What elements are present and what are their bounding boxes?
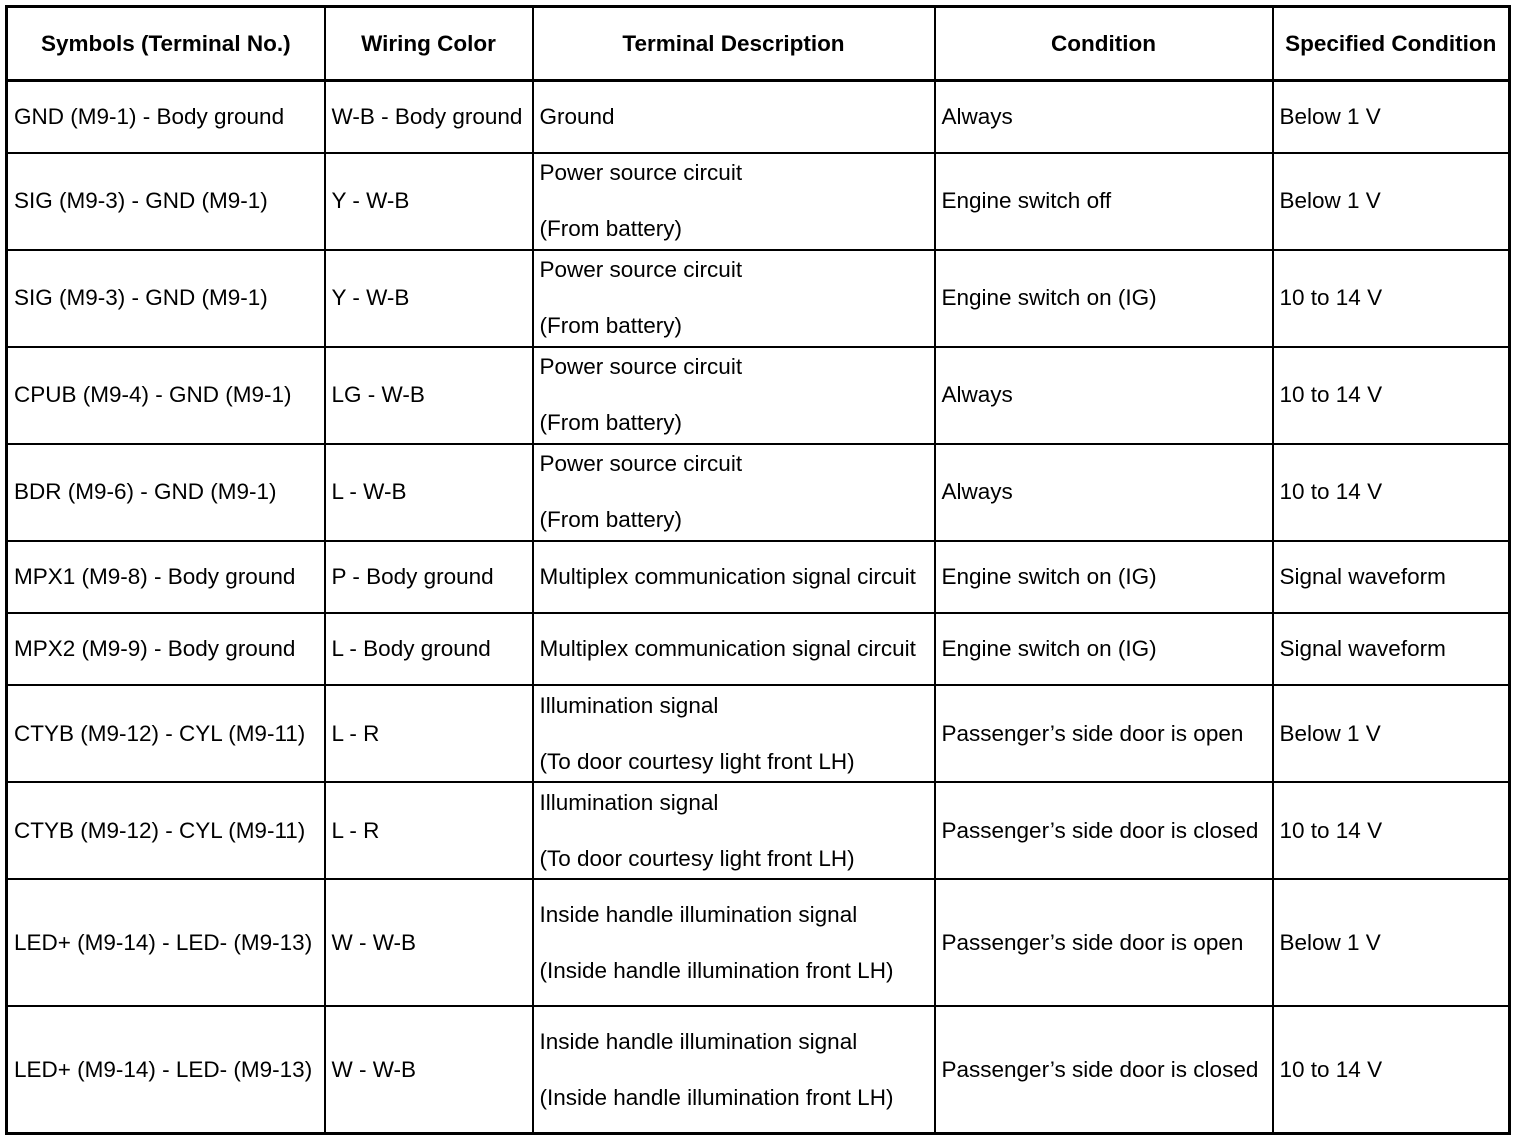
description-note: (From battery) — [539, 216, 683, 242]
table-row — [7, 685, 1510, 782]
table-body — [7, 81, 1510, 1134]
description-gap — [540, 188, 928, 214]
header-specified-condition: Specified Condition — [1273, 7, 1510, 81]
cell-terminal-description — [533, 250, 935, 347]
description-line: Illumination signal — [539, 789, 719, 815]
cell-wiring-color: W-B - Body ground — [325, 81, 533, 153]
cell-terminal-description — [533, 81, 935, 153]
cell-terminal-description — [533, 153, 935, 250]
header-condition: Condition — [935, 7, 1273, 81]
description-note: (To door courtesy light front LH) — [539, 845, 855, 871]
description-gap — [540, 479, 928, 505]
cell-specified-condition: 10 to 14 V — [1273, 347, 1510, 444]
cell-terminal-description — [533, 347, 935, 444]
description-line: Power source circuit — [539, 160, 743, 186]
cell-specified-condition: Signal waveform — [1273, 613, 1510, 685]
table-row — [7, 347, 1510, 444]
description-note: (To door courtesy light front LH) — [539, 748, 855, 774]
cell-condition: Passenger’s side door is open — [935, 879, 1273, 1006]
cell-specified-condition: 10 to 14 V — [1273, 250, 1510, 347]
cell-terminal-description — [533, 444, 935, 541]
cell-wiring-color: W - W-B — [325, 879, 533, 1006]
description-gap — [540, 285, 928, 311]
description-line: Ground — [539, 103, 615, 129]
description-note: (From battery) — [539, 507, 683, 533]
cell-wiring-color: L - W-B — [325, 444, 533, 541]
cell-condition: Always — [935, 81, 1273, 153]
table-row — [7, 613, 1510, 685]
cell-specified-condition: Below 1 V — [1273, 81, 1510, 153]
cell-specified-condition: 10 to 14 V — [1273, 444, 1510, 541]
description-gap — [540, 721, 928, 747]
cell-symbol: BDR (M9-6) - GND (M9-1) — [7, 444, 325, 541]
cell-wiring-color: L - Body ground — [325, 613, 533, 685]
cell-terminal-description — [533, 613, 935, 685]
cell-symbol: SIG (M9-3) - GND (M9-1) — [7, 250, 325, 347]
table-row — [7, 444, 1510, 541]
description-line: Illumination signal — [539, 692, 719, 718]
description-gap — [540, 818, 928, 844]
cell-condition: Always — [935, 444, 1273, 541]
cell-wiring-color: W - W-B — [325, 1006, 533, 1133]
cell-condition: Engine switch off — [935, 153, 1273, 250]
table-row — [7, 81, 1510, 153]
description-line: Multiplex communication signal circuit — [539, 635, 916, 661]
description-note: (Inside handle illumination front LH) — [539, 1084, 894, 1110]
cell-condition: Engine switch on (IG) — [935, 541, 1273, 613]
description-gap — [540, 382, 928, 408]
cell-symbol: LED+ (M9-14) - LED- (M9-13) — [7, 1006, 325, 1133]
header-terminal-description: Terminal Description — [533, 7, 935, 81]
description-line: Power source circuit — [539, 257, 743, 283]
cell-symbol: MPX1 (M9-8) - Body ground — [7, 541, 325, 613]
table-row — [7, 250, 1510, 347]
header-row — [7, 7, 1510, 81]
description-note: (Inside handle illumination front LH) — [539, 957, 894, 983]
description-note: (From battery) — [539, 313, 683, 339]
header-wiring-color: Wiring Color — [325, 7, 533, 81]
description-note: (From battery) — [539, 410, 683, 436]
description-gap — [540, 930, 928, 956]
cell-symbol: CTYB (M9-12) - CYL (M9-11) — [7, 685, 325, 782]
table-row — [7, 1006, 1510, 1133]
cell-wiring-color: Y - W-B — [325, 250, 533, 347]
cell-condition: Passenger’s side door is closed — [935, 1006, 1273, 1133]
cell-wiring-color: P - Body ground — [325, 541, 533, 613]
cell-wiring-color: LG - W-B — [325, 347, 533, 444]
table-row — [7, 879, 1510, 1006]
cell-terminal-description — [533, 1006, 935, 1133]
cell-condition: Passenger’s side door is open — [935, 685, 1273, 782]
cell-specified-condition: Below 1 V — [1273, 685, 1510, 782]
cell-specified-condition: 10 to 14 V — [1273, 782, 1510, 879]
description-line: Multiplex communication signal circuit — [539, 563, 916, 589]
cell-symbol: SIG (M9-3) - GND (M9-1) — [7, 153, 325, 250]
cell-symbol: MPX2 (M9-9) - Body ground — [7, 613, 325, 685]
cell-specified-condition: 10 to 14 V — [1273, 1006, 1510, 1133]
cell-condition: Always — [935, 347, 1273, 444]
cell-condition: Engine switch on (IG) — [935, 250, 1273, 347]
description-line: Power source circuit — [539, 451, 743, 477]
cell-symbol: GND (M9-1) - Body ground — [7, 81, 325, 153]
cell-symbol: CPUB (M9-4) - GND (M9-1) — [7, 347, 325, 444]
cell-terminal-description — [533, 879, 935, 1006]
cell-specified-condition: Below 1 V — [1273, 153, 1510, 250]
cell-specified-condition: Signal waveform — [1273, 541, 1510, 613]
header-symbols: Symbols (Terminal No.) — [7, 7, 325, 81]
cell-symbol: CTYB (M9-12) - CYL (M9-11) — [7, 782, 325, 879]
description-line: Inside handle illumination signal — [539, 1028, 858, 1054]
cell-terminal-description — [533, 541, 935, 613]
cell-terminal-description — [533, 685, 935, 782]
description-line: Power source circuit — [539, 354, 743, 380]
description-line: Inside handle illumination signal — [539, 901, 858, 927]
cell-wiring-color: L - R — [325, 685, 533, 782]
cell-specified-condition: Below 1 V — [1273, 879, 1510, 1006]
description-gap — [540, 1057, 928, 1083]
table-row — [7, 153, 1510, 250]
cell-wiring-color: Y - W-B — [325, 153, 533, 250]
table-row — [7, 541, 1510, 613]
cell-condition: Passenger’s side door is closed — [935, 782, 1273, 879]
terminal-table — [5, 5, 1511, 1135]
cell-terminal-description — [533, 782, 935, 879]
cell-symbol: LED+ (M9-14) - LED- (M9-13) — [7, 879, 325, 1006]
cell-condition: Engine switch on (IG) — [935, 613, 1273, 685]
table-row — [7, 782, 1510, 879]
cell-wiring-color: L - R — [325, 782, 533, 879]
